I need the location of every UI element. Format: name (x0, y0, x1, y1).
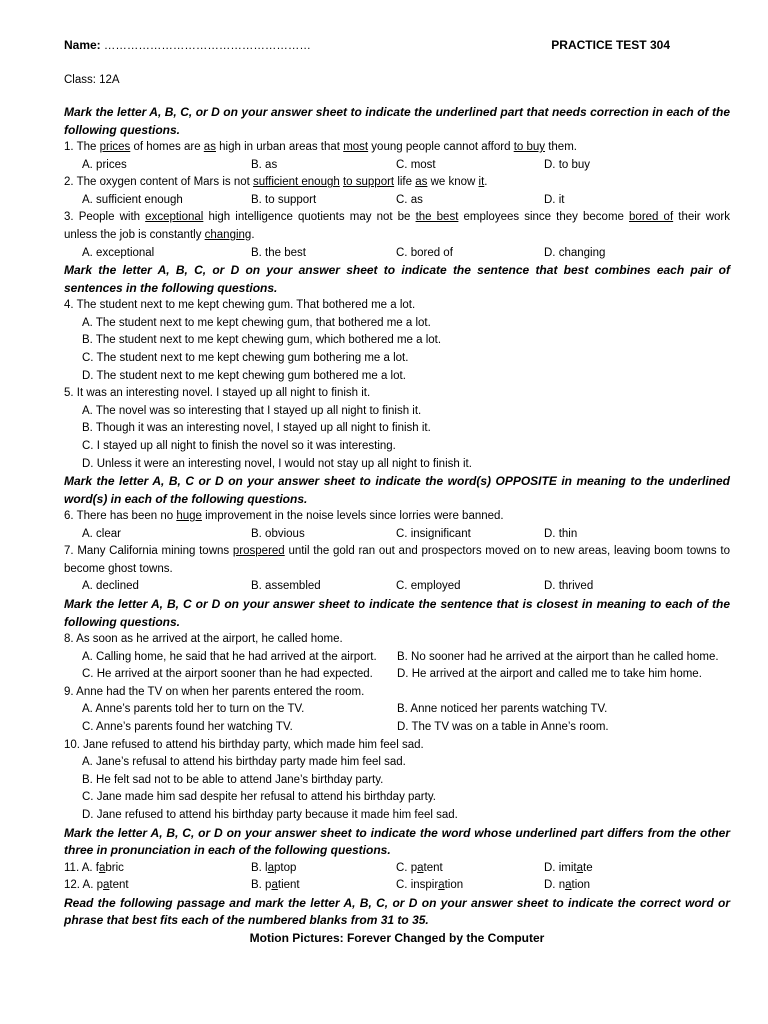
option-c: C. employed (396, 580, 461, 593)
option-d: D. thrived (544, 580, 594, 593)
option-d: D. changing (544, 246, 606, 259)
option-b: B. as (251, 158, 278, 171)
question-6: 6. There has been no huge improvement in the noise levels since lorries were banned. (64, 510, 504, 523)
question-9-options-row-1 (64, 701, 730, 719)
option-c: C. The student next to me kept chewing gum bothering me a lot. (82, 351, 409, 364)
section-instruction: Read the following passage and mark the letter A, B, C, or D on your answer sheet to indicate the correct word or phrase that best fits each of the numbered blanks from 31 to 35. (64, 895, 730, 928)
section-instruction: Mark the letter A, B, C or D on your answer sheet to indicate the sentence that is closest in meaning to each of the following questions. (64, 597, 730, 629)
option-d: D. Unless it were an interesting novel, I would not stay up all night to finish it. (82, 457, 472, 470)
question-9-options-row-2 (64, 719, 730, 737)
question-7-options (64, 578, 730, 596)
option-d: D. to buy (544, 158, 591, 171)
question-8-options-row-2 (64, 666, 730, 684)
question-6-options (64, 526, 730, 544)
question-4: 4. The student next to me kept chewing gum. That bothered me a lot. (64, 299, 416, 312)
option-d: D. imitate (544, 861, 593, 874)
option-d: D. Jane refused to attend his birthday party because it made him feel sad. (82, 809, 458, 821)
option-a: A. Calling home, he said that he had arrived at the airport. (82, 650, 377, 663)
option-a: 12. A. patent (64, 879, 129, 892)
option-a: A. prices (82, 158, 127, 171)
page-header (64, 38, 730, 58)
option-c: C. insignificant (396, 527, 471, 540)
option-b: B. The student next to me kept chewing gum, which bothered me a lot. (82, 334, 442, 347)
option-d: D. nation (544, 879, 591, 892)
option-c: C. He arrived at the airport sooner than he had expected. (82, 668, 373, 681)
option-b: B. assembled (251, 580, 321, 593)
question-3: 3. People with exceptional high intelligence quotients may not be the best employees since they become bored of their work unless the job is constantly changing. (64, 211, 731, 241)
name-field (64, 38, 311, 52)
option-c: C. Anne’s parents found her watching TV. (82, 721, 293, 734)
question-3-options (64, 245, 730, 263)
option-a: A. sufficient enough (82, 193, 183, 206)
name-label: Name: (64, 38, 101, 52)
option-b: B. He felt sad not to be able to attend Jane’s birthday party. (82, 773, 384, 786)
test-title: PRACTICE TEST 304 (551, 38, 670, 52)
option-a: A. The student next to me kept chewing gum, that bothered me a lot. (82, 316, 431, 329)
question-11 (64, 860, 730, 878)
section-instruction: Mark the letter A, B, C, or D on your answer sheet to indicate the underlined part that needs correction in each of the following questions. (64, 105, 730, 137)
question-12 (64, 877, 730, 895)
question-2: 2. The oxygen content of Mars is not sufficient enough to support life as we know it. (64, 176, 488, 189)
option-b: B. patient (251, 879, 300, 892)
class-label: Class: 12A (64, 74, 120, 86)
option-a: A. Anne’s parents told her to turn on the TV. (82, 703, 305, 716)
passage-title: Motion Pictures: Forever Changed by the Computer (249, 930, 545, 945)
section-instruction: Mark the letter A, B, C, or D on your answer sheet to indicate the sentence that best combines each pair of sentences in the following questions. (64, 263, 730, 295)
option-b: B. the best (251, 246, 306, 259)
option-a: A. exceptional (82, 246, 155, 259)
option-b: B. laptop (251, 861, 297, 874)
option-d: D. He arrived at the airport and called me to take him home. (397, 668, 702, 681)
option-b: B. to support (251, 193, 317, 206)
option-c: C. inspiration (396, 879, 464, 892)
option-b: B. obvious (251, 527, 305, 540)
option-c: C. bored of (396, 246, 453, 259)
option-a: A. Jane’s refusal to attend his birthday party made him feel sad. (82, 756, 406, 769)
option-c: C. as (396, 193, 423, 206)
option-a: A. declined (82, 580, 139, 593)
option-d: D. it (544, 193, 565, 206)
question-1: 1. The prices of homes are as high in urban areas that most young people cannot afford to buy them. (64, 141, 577, 153)
option-d: D. thin (544, 527, 578, 540)
question-5: 5. It was an interesting novel. I stayed up all night to finish it. (64, 387, 371, 400)
test-page (64, 38, 730, 947)
question-1-options (64, 157, 730, 175)
section-instruction: Mark the letter A, B, C, or D on your answer sheet to indicate the word whose underlined part differs from the other three in pronunciation in each of the following questions. (64, 825, 730, 858)
option-c: C. I stayed up all night to finish the novel so it was interesting. (82, 439, 396, 452)
option-c: C. Jane made him sad despite her refusal to attend his birthday party. (82, 791, 436, 804)
option-a: A. clear (82, 527, 121, 540)
question-10: 10. Jane refused to attend his birthday party, which made him feel sad. (64, 738, 424, 751)
option-a: A. The novel was so interesting that I stayed up all night to finish it. (82, 404, 422, 417)
option-b: B. No sooner had he arrived at the airport than he called home. (397, 650, 719, 663)
option-a: 11. A. fabric (64, 861, 124, 874)
option-d: D. The TV was on a table in Anne’s room. (397, 721, 609, 734)
question-7: 7. Many California mining towns prospered until the gold ran out and prospectors moved on to new areas, leaving boom towns to become ghost towns. (64, 545, 731, 575)
option-d: D. The student next to me kept chewing gum bothered me a lot. (82, 369, 406, 382)
question-2-options (64, 192, 730, 210)
name-blank: ……………………………………………… (103, 40, 311, 52)
option-b: B. Anne noticed her parents watching TV. (397, 703, 608, 716)
section-instruction: Mark the letter A, B, C or D on your answer sheet to indicate the word(s) OPPOSITE in meaning to the underlined word(s) in each of the following questions. (64, 474, 730, 506)
question-8-options-row-1 (64, 649, 730, 667)
option-c: C. patent (396, 861, 443, 874)
question-9: 9. Anne had the TV on when her parents entered the room. (64, 685, 365, 698)
question-8: 8. As soon as he arrived at the airport, he called home. (64, 633, 343, 646)
option-c: C. most (396, 158, 436, 171)
option-b: B. Though it was an interesting novel, I stayed up all night to finish it. (82, 422, 431, 435)
